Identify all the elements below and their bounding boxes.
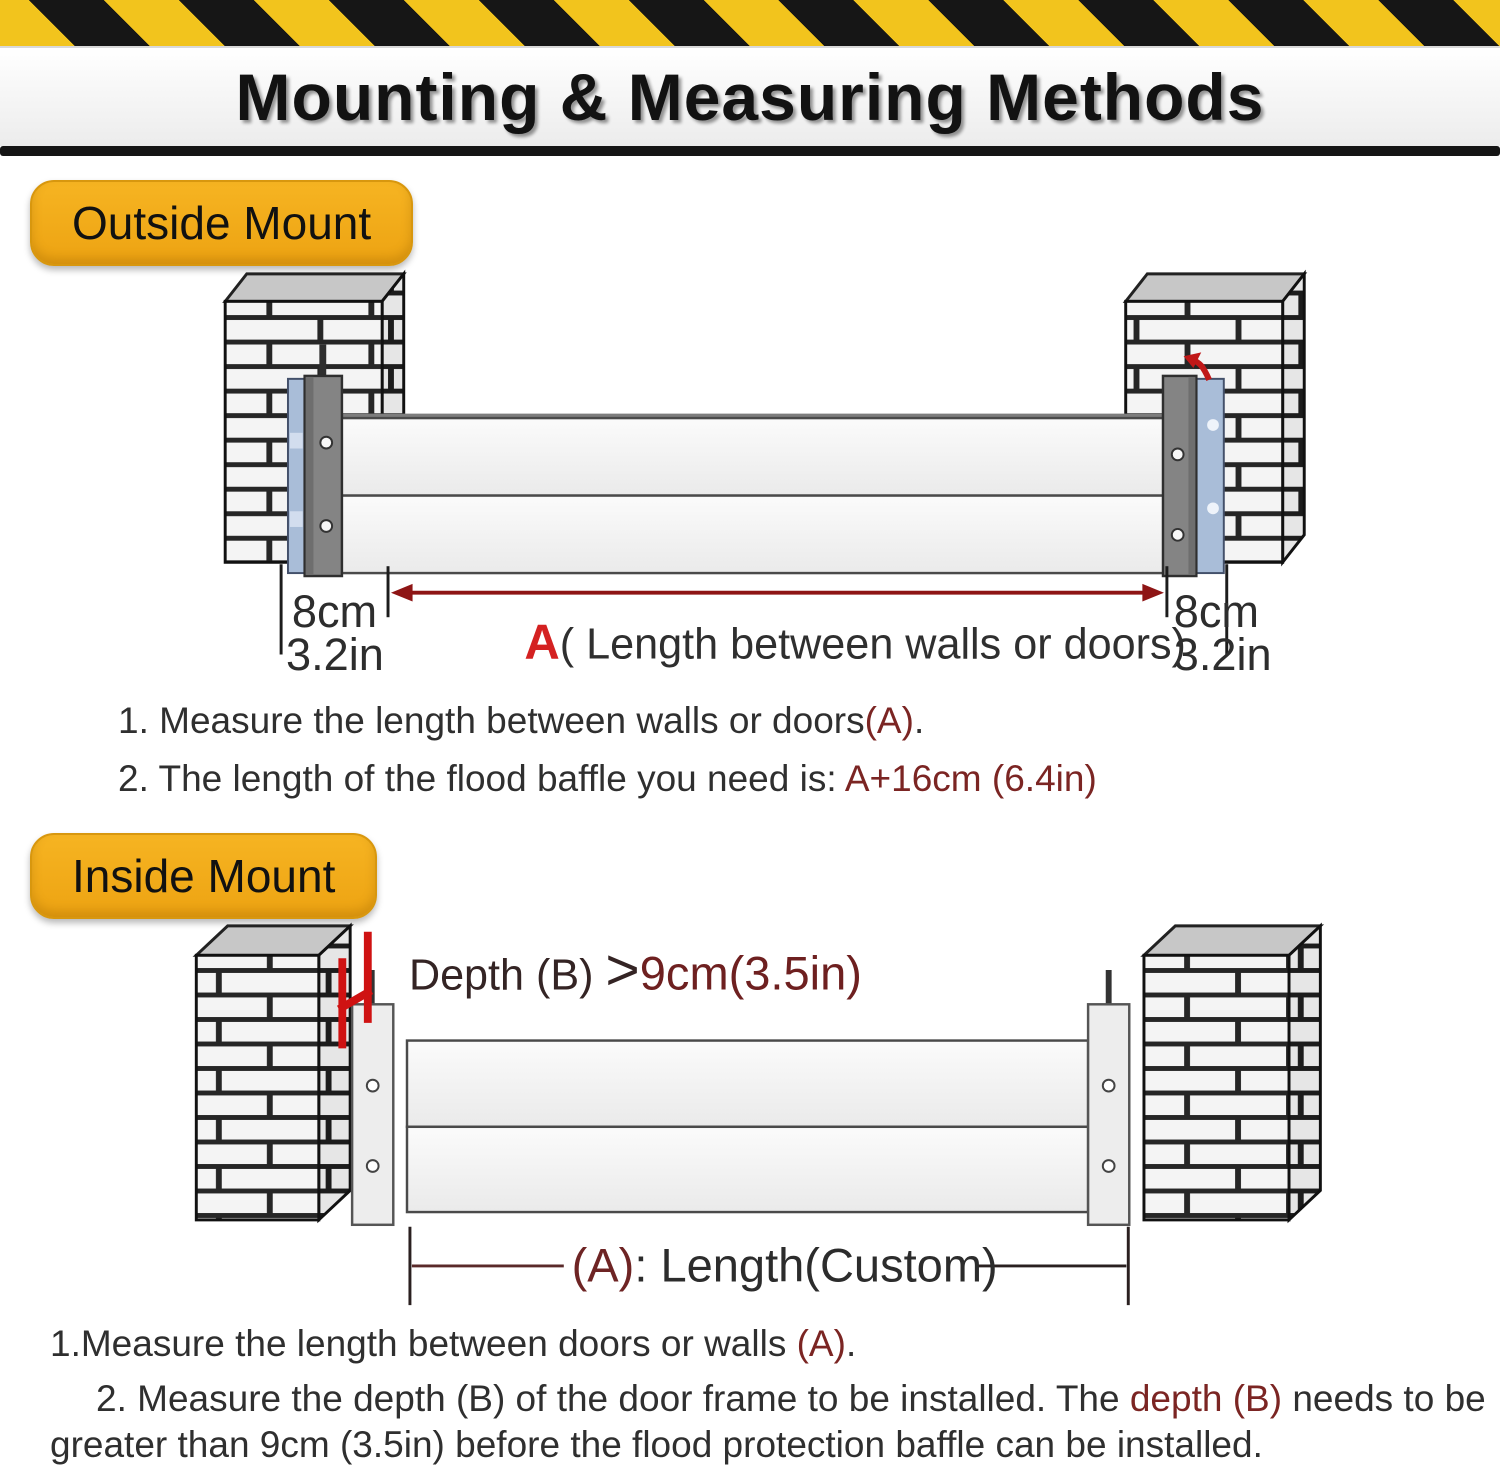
outside-mount-badge: Outside Mount — [30, 180, 413, 266]
flood-baffle — [341, 416, 1170, 573]
flood-baffle — [407, 1041, 1088, 1213]
right-cm-label: 8cm — [1173, 586, 1260, 638]
right-pillar — [1144, 926, 1320, 1220]
span-label-a: A — [524, 615, 560, 670]
span-label-rest: ( Length between walls or doors) — [559, 620, 1186, 669]
caution-tape — [0, 0, 1500, 48]
depth-label: Depth (B) >9cm(3.5in) — [408, 937, 862, 1003]
outside-mount-diagram — [0, 268, 1500, 680]
inside-mount-diagram — [0, 921, 1500, 1313]
outside-instructions — [118, 694, 1500, 805]
left-bracket — [305, 345, 342, 577]
outside-step-2: 2. The length of the flood baffle you need is: A+16cm (6.4in) — [118, 757, 1097, 799]
span-label — [524, 615, 1186, 669]
length-label — [572, 1239, 998, 1292]
left-in-label: 3.2in — [286, 629, 384, 680]
inside-mount-badge: Inside Mount — [30, 833, 377, 919]
header — [0, 48, 1500, 146]
right-bracket — [1088, 970, 1129, 1225]
outside-step-1: 1. Measure the length between walls or doors(A). — [118, 700, 925, 741]
inside-step-2: 2. Measure the depth (B) of the door frame to be installed. The depth (B) needs to be greater than 9cm (3.5in) before the flood protection baffle can be installed. — [50, 1378, 1486, 1465]
length-label-rest: : Length(Custom) — [634, 1238, 998, 1292]
span-arrow — [391, 584, 1164, 602]
left-seal-strip — [288, 379, 305, 573]
right-in-label: 3.2in — [1173, 629, 1272, 680]
page-title: Mounting & Measuring Methods — [235, 60, 1265, 134]
right-seal-strip — [1196, 379, 1223, 573]
header-divider — [0, 146, 1500, 156]
inside-instructions — [0, 1321, 1486, 1466]
left-cm-label: 8cm — [291, 586, 378, 638]
inside-step-1: 1.Measure the length between doors or walls (A). — [50, 1323, 857, 1365]
length-label-a: (A) — [571, 1238, 635, 1292]
left-pillar — [196, 926, 350, 1220]
left-bracket — [352, 970, 393, 1225]
